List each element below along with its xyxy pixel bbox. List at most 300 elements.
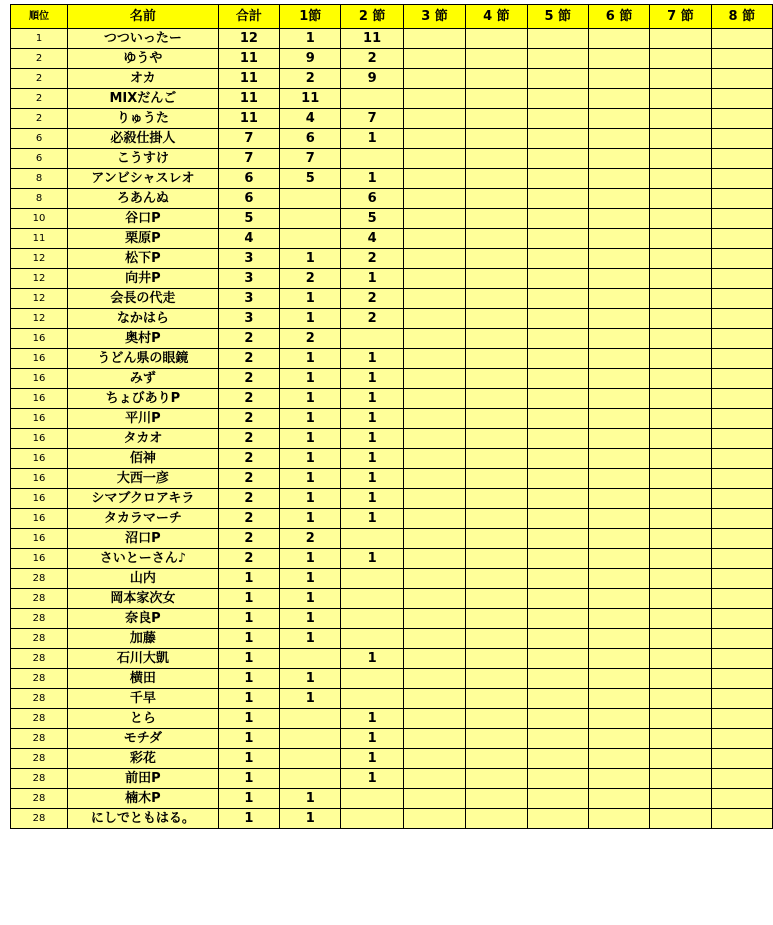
round-cell [403,569,465,589]
round-cell [588,749,649,769]
round-cell [588,349,649,369]
round-cell [466,69,527,89]
round-cell [341,669,403,689]
round-cell: 1 [341,649,403,669]
name-cell: 向井P [68,269,219,289]
round-cell [650,349,711,369]
round-cell: 1 [280,469,341,489]
round-cell [527,509,588,529]
round-cell [403,269,465,289]
round-cell [588,609,649,629]
round-cell [527,729,588,749]
table-row [11,749,773,769]
rank-cell: 16 [11,449,68,469]
round-cell [711,329,772,349]
round-cell: 1 [280,609,341,629]
round-cell: 1 [280,289,341,309]
round-cell [403,249,465,269]
round-cell: 1 [341,549,403,569]
round-cell [466,129,527,149]
round-cell [527,109,588,129]
round-cell [711,749,772,769]
round-cell [588,509,649,529]
round-cell [650,309,711,329]
table-row [11,769,773,789]
round-cell [588,689,649,709]
total-cell: 3 [218,289,279,309]
round-cell: 1 [280,349,341,369]
round-cell [711,269,772,289]
rank-cell: 16 [11,409,68,429]
round-cell [403,649,465,669]
round-cell [588,409,649,429]
name-cell: さいとーさん♪ [68,549,219,569]
round-cell [588,189,649,209]
rank-cell: 2 [11,69,68,89]
round-cell [527,169,588,189]
round-cell [466,189,527,209]
round-cell [650,369,711,389]
round-cell: 4 [280,109,341,129]
table-body [11,29,773,829]
total-cell: 1 [218,609,279,629]
table-row [11,689,773,709]
round-cell [711,769,772,789]
round-cell [466,669,527,689]
name-cell: オカ [68,69,219,89]
round-cell [588,329,649,349]
total-cell: 6 [218,169,279,189]
round-cell [527,449,588,469]
round-cell [403,549,465,569]
total-cell: 1 [218,709,279,729]
round-cell [588,169,649,189]
round-cell [711,489,772,509]
round-cell [650,469,711,489]
table-header [11,5,773,29]
total-cell: 3 [218,269,279,289]
round-cell [711,409,772,429]
round-cell [588,789,649,809]
round-cell [403,469,465,489]
round-cell [527,649,588,669]
table-row [11,109,773,129]
name-cell: 佰神 [68,449,219,469]
round-cell [403,689,465,709]
round-cell [403,529,465,549]
name-cell: 岡本家次女 [68,589,219,609]
round-cell [588,89,649,109]
round-cell [466,649,527,669]
round-cell [527,189,588,209]
total-cell: 3 [218,309,279,329]
round-cell [466,409,527,429]
round-cell [650,329,711,349]
round-cell [650,269,711,289]
round-cell [466,549,527,569]
table-row [11,609,773,629]
round-cell [403,369,465,389]
table-row [11,409,773,429]
round-cell [527,129,588,149]
table-row [11,629,773,649]
round-cell: 9 [341,69,403,89]
round-cell [588,449,649,469]
round-cell [588,669,649,689]
round-cell [588,29,649,49]
round-cell [527,809,588,829]
round-cell [527,769,588,789]
total-cell: 11 [218,109,279,129]
round-header: 3 節 [403,5,465,29]
total-cell: 1 [218,789,279,809]
round-cell: 1 [341,729,403,749]
round-cell [711,469,772,489]
table-row [11,289,773,309]
round-cell [280,709,341,729]
total-cell: 11 [218,69,279,89]
round-cell [527,589,588,609]
round-cell [650,409,711,429]
round-cell [403,509,465,529]
round-cell [466,629,527,649]
round-cell [527,489,588,509]
round-cell [711,569,772,589]
round-cell [711,509,772,529]
rank-cell: 16 [11,349,68,369]
round-cell [466,449,527,469]
rank-cell: 12 [11,249,68,269]
round-cell [588,369,649,389]
rank-cell: 28 [11,809,68,829]
round-cell [650,549,711,569]
round-cell [527,149,588,169]
name-cell: 山内 [68,569,219,589]
round-cell [341,569,403,589]
name-cell: 奥村P [68,329,219,349]
round-cell [403,109,465,129]
table-row [11,149,773,169]
round-cell [466,249,527,269]
rank-cell: 28 [11,669,68,689]
round-cell [403,309,465,329]
table-row [11,569,773,589]
total-cell: 2 [218,549,279,569]
total-cell: 2 [218,369,279,389]
rank-cell: 2 [11,89,68,109]
round-cell: 5 [280,169,341,189]
name-cell: ろあんぬ [68,189,219,209]
round-cell [711,349,772,369]
table-row [11,269,773,289]
round-cell [650,489,711,509]
round-header: 5 節 [527,5,588,29]
round-cell [588,69,649,89]
round-cell [588,769,649,789]
total-cell: 1 [218,689,279,709]
round-cell [466,329,527,349]
table-row [11,369,773,389]
total-cell: 1 [218,809,279,829]
round-cell: 1 [280,669,341,689]
round-cell [403,489,465,509]
round-cell: 2 [280,529,341,549]
table-row [11,49,773,69]
total-cell: 2 [218,429,279,449]
round-cell [403,409,465,429]
rank-cell: 16 [11,429,68,449]
round-cell [650,629,711,649]
round-cell [527,349,588,369]
rank-cell: 28 [11,629,68,649]
name-cell: ちょびありP [68,389,219,409]
round-cell: 2 [341,289,403,309]
round-cell [711,689,772,709]
round-cell: 7 [341,109,403,129]
round-cell [403,289,465,309]
round-cell [588,389,649,409]
round-cell [527,89,588,109]
round-cell [527,789,588,809]
name-cell: にしでともはる。 [68,809,219,829]
table-row [11,729,773,749]
round-cell [403,669,465,689]
round-cell [403,189,465,209]
round-cell [527,309,588,329]
round-cell [527,389,588,409]
name-cell: 石川大凱 [68,649,219,669]
table-row [11,549,773,569]
round-cell [527,249,588,269]
round-cell [466,509,527,529]
round-cell [588,709,649,729]
round-cell [527,69,588,89]
round-cell [711,189,772,209]
round-cell [466,429,527,449]
round-cell: 5 [341,209,403,229]
round-header: 8 節 [711,5,772,29]
table-row [11,29,773,49]
header-row [11,5,773,29]
round-cell [466,49,527,69]
total-cell: 2 [218,489,279,509]
round-header: 2 節 [341,5,403,29]
round-header: 6 節 [588,5,649,29]
name-cell: タカラマーチ [68,509,219,529]
round-cell: 1 [341,429,403,449]
round-cell: 1 [280,489,341,509]
round-cell [403,769,465,789]
round-cell [403,789,465,809]
round-cell [650,69,711,89]
name-cell: つついったー [68,29,219,49]
round-cell [403,129,465,149]
table-row [11,329,773,349]
round-cell [650,429,711,449]
name-cell: 沼口P [68,529,219,549]
round-cell [650,529,711,549]
total-cell: 2 [218,529,279,549]
total-cell: 1 [218,669,279,689]
table-row [11,529,773,549]
table-row [11,589,773,609]
round-cell: 9 [280,49,341,69]
round-cell [711,709,772,729]
round-cell [466,109,527,129]
total-cell: 1 [218,589,279,609]
total-cell: 2 [218,409,279,429]
round-cell [466,749,527,769]
table-row [11,669,773,689]
round-cell [711,249,772,269]
table-row [11,89,773,109]
round-cell [650,449,711,469]
round-cell [650,669,711,689]
round-cell [466,209,527,229]
total-cell: 11 [218,89,279,109]
rank-cell: 12 [11,309,68,329]
round-cell [280,769,341,789]
round-cell: 2 [280,69,341,89]
round-cell [466,789,527,809]
total-cell: 1 [218,769,279,789]
round-cell: 1 [341,469,403,489]
total-cell: 1 [218,569,279,589]
name-cell: モチダ [68,729,219,749]
table-row [11,69,773,89]
total-cell: 7 [218,129,279,149]
name-cell: なかはら [68,309,219,329]
name-cell: MIXだんご [68,89,219,109]
round-cell [711,729,772,749]
round-cell [466,389,527,409]
rank-cell: 28 [11,569,68,589]
round-cell [711,289,772,309]
round-cell [403,809,465,829]
round-cell: 1 [280,569,341,589]
total-cell: 2 [218,469,279,489]
round-cell [711,669,772,689]
round-cell [341,689,403,709]
round-cell [403,389,465,409]
round-cell [650,609,711,629]
round-cell [403,749,465,769]
round-cell [466,729,527,749]
rank-cell: 6 [11,129,68,149]
name-cell: こうすけ [68,149,219,169]
round-cell [527,289,588,309]
name-cell: ゆうや [68,49,219,69]
round-cell [466,149,527,169]
round-cell [650,189,711,209]
total-cell: 2 [218,509,279,529]
round-cell [711,209,772,229]
round-cell [650,129,711,149]
round-cell [527,369,588,389]
round-cell [650,169,711,189]
table-row [11,169,773,189]
total-cell: 12 [218,29,279,49]
round-cell [527,209,588,229]
round-cell: 2 [280,329,341,349]
rank-cell: 16 [11,369,68,389]
total-cell: 3 [218,249,279,269]
round-cell [588,589,649,609]
name-cell: 横田 [68,669,219,689]
round-cell: 1 [280,429,341,449]
round-cell [466,229,527,249]
round-cell [588,809,649,829]
name-cell: アンビシャスレオ [68,169,219,189]
rank-cell: 16 [11,329,68,349]
name-header: 名前 [68,5,219,29]
round-cell [403,589,465,609]
rank-header: 順位 [11,5,68,29]
round-cell [588,229,649,249]
round-cell: 1 [341,489,403,509]
round-cell [711,809,772,829]
round-cell [403,349,465,369]
rank-cell: 28 [11,709,68,729]
round-cell [588,629,649,649]
round-cell: 6 [280,129,341,149]
round-cell [711,49,772,69]
name-cell: うどん県の眼鏡 [68,349,219,369]
round-cell [341,589,403,609]
table-row [11,349,773,369]
round-cell: 1 [280,309,341,329]
round-cell [341,789,403,809]
round-cell [403,49,465,69]
rank-cell: 16 [11,509,68,529]
round-cell [527,629,588,649]
rank-cell: 16 [11,389,68,409]
round-cell: 1 [280,809,341,829]
round-cell [650,209,711,229]
round-cell [650,689,711,709]
name-cell: みず [68,369,219,389]
name-cell: 平川P [68,409,219,429]
round-cell [711,389,772,409]
round-cell [466,169,527,189]
name-cell: りゅうた [68,109,219,129]
round-cell: 1 [280,369,341,389]
round-cell [711,429,772,449]
round-cell [466,469,527,489]
round-cell: 4 [341,229,403,249]
name-cell: 楠木P [68,789,219,809]
table-row [11,789,773,809]
round-cell [341,609,403,629]
round-cell [650,249,711,269]
round-cell [711,129,772,149]
round-cell [466,369,527,389]
round-cell [280,209,341,229]
round-cell [588,109,649,129]
round-cell: 1 [280,249,341,269]
name-cell: 奈良P [68,609,219,629]
round-cell [403,69,465,89]
rank-cell: 8 [11,189,68,209]
round-header: 1節 [280,5,341,29]
round-cell [588,249,649,269]
total-cell: 2 [218,349,279,369]
table-row [11,229,773,249]
round-cell [466,589,527,609]
round-cell [280,729,341,749]
name-cell: 松下P [68,249,219,269]
round-cell: 1 [341,409,403,429]
